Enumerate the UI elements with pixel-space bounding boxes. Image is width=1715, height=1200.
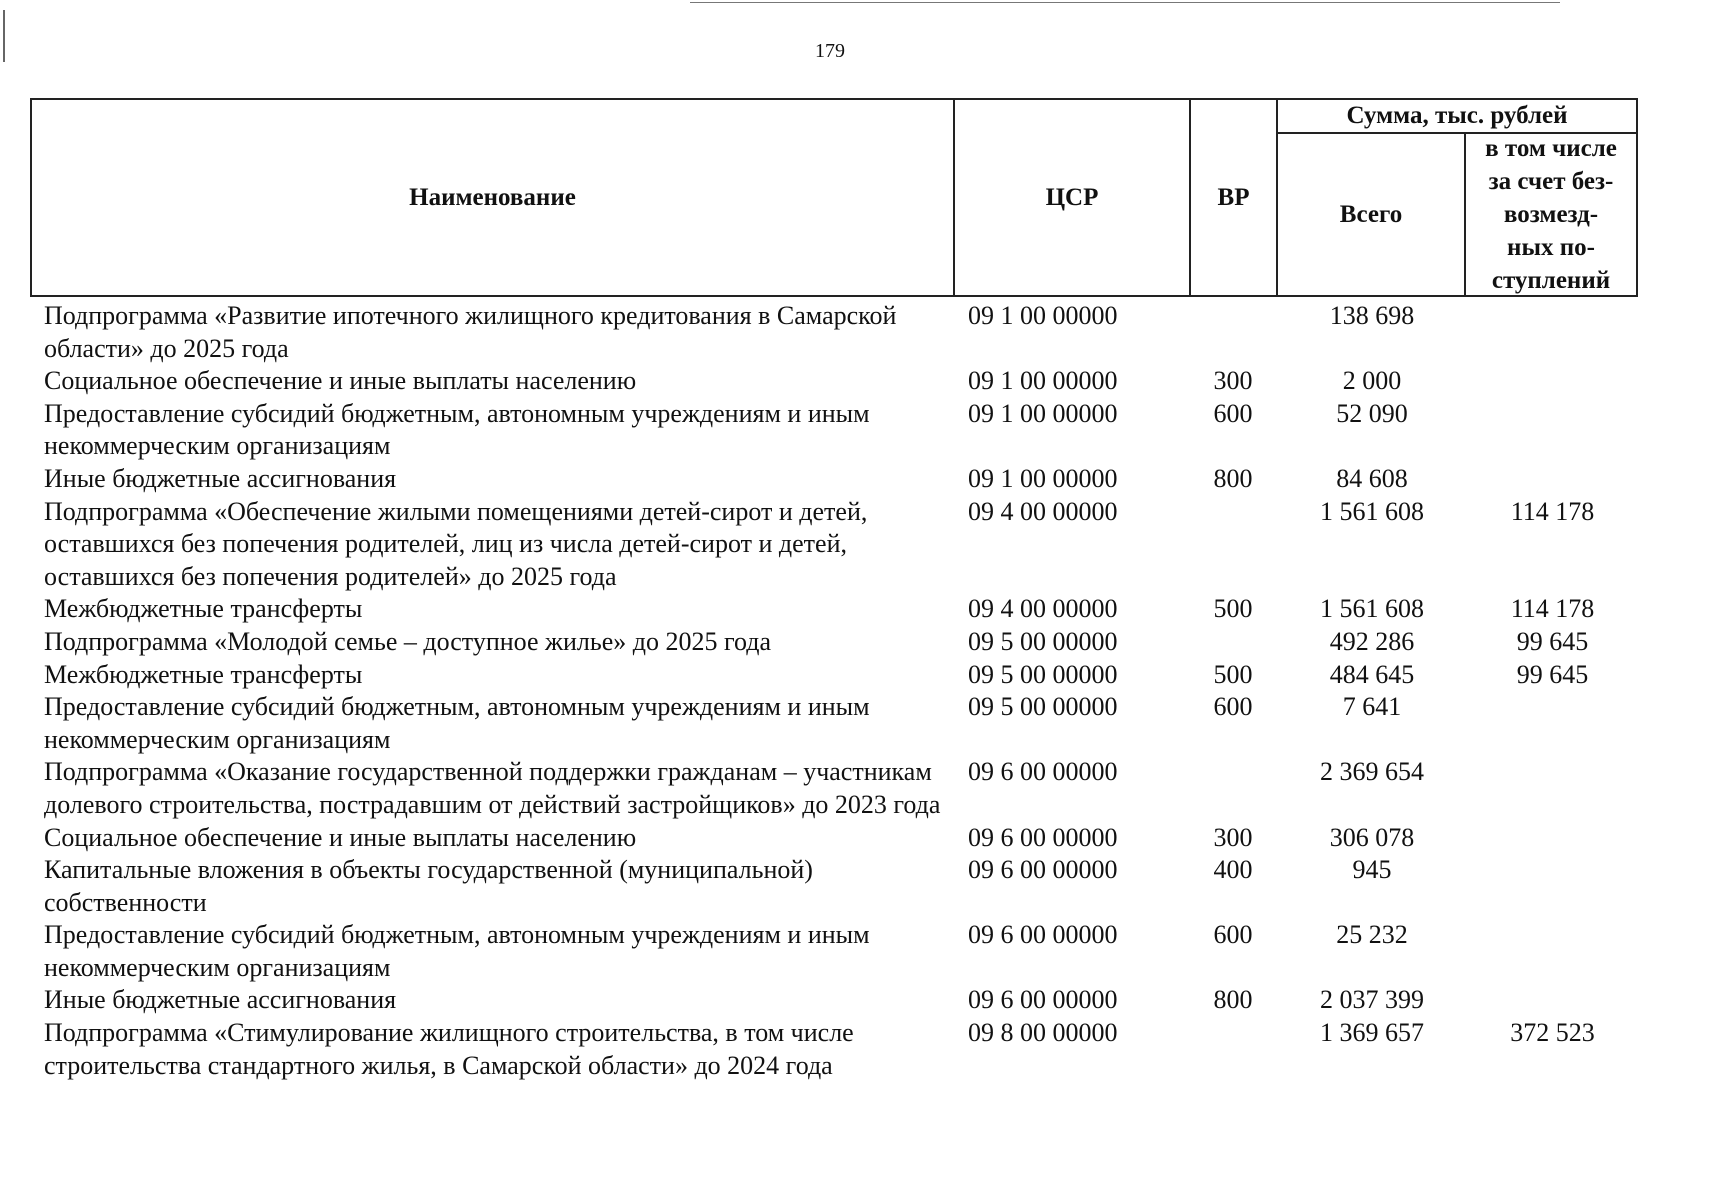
row-free — [1467, 984, 1638, 1017]
row-total: 84 608 — [1336, 463, 1408, 493]
row-total: 7 641 — [1342, 692, 1402, 722]
row-name: Иные бюджетные ассигнования — [44, 985, 397, 1015]
row-free: 372 523 — [1510, 1018, 1595, 1048]
table-row — [30, 854, 1638, 919]
row-vr: 600 — [1213, 920, 1253, 950]
table-row — [30, 300, 1638, 365]
row-vr — [1189, 626, 1277, 659]
table-row — [30, 496, 1638, 594]
row-free — [1467, 919, 1638, 984]
row-name: Иные бюджетные ассигнования — [44, 463, 397, 493]
table-row — [30, 691, 1638, 756]
row-csr: 09 6 00 00000 — [968, 920, 1118, 950]
header-sum-group: Сумма, тыс. рублей — [1346, 102, 1568, 129]
row-csr: 09 8 00 00000 — [968, 1018, 1118, 1048]
row-free: 114 178 — [1510, 496, 1595, 526]
row-csr: 09 6 00 00000 — [968, 822, 1118, 852]
row-name: Капитальные вложения в объекты государственной (муниципальной) собственности — [44, 855, 813, 917]
row-total: 484 645 — [1329, 659, 1415, 689]
row-vr: 500 — [1213, 659, 1253, 689]
scan-top-line — [690, 2, 1560, 3]
row-csr: 09 5 00 00000 — [968, 659, 1118, 689]
row-free — [1467, 300, 1638, 365]
table-row — [30, 919, 1638, 984]
row-csr: 09 1 00 00000 — [968, 301, 1118, 330]
row-vr — [1189, 756, 1277, 821]
row-csr: 09 4 00 00000 — [968, 594, 1118, 624]
row-vr — [1189, 496, 1277, 594]
row-total: 492 286 — [1329, 626, 1415, 656]
header-free-line: за счет без- — [1488, 168, 1614, 195]
row-total: 2 037 399 — [1320, 985, 1424, 1015]
row-csr: 09 6 00 00000 — [968, 985, 1118, 1015]
row-name: Предоставление субсидий бюджетным, автономным учреждениям и иным некоммерческим организациям — [44, 692, 870, 754]
header-free-line: возмезд- — [1503, 201, 1599, 228]
row-name: Межбюджетные трансферты — [44, 659, 363, 689]
row-total: 25 232 — [1336, 920, 1408, 950]
row-total: 1 561 608 — [1320, 496, 1424, 526]
header-total: Всего — [1339, 200, 1403, 228]
row-vr: 800 — [1213, 985, 1253, 1015]
row-vr — [1189, 1017, 1277, 1082]
row-name: Подпрограмма «Развитие ипотечного жилищного кредитования в Самарской области» до 2025 года — [44, 301, 897, 363]
table-row — [30, 659, 1638, 692]
row-csr: 09 6 00 00000 — [968, 855, 1118, 885]
row-total: 1 561 608 — [1320, 594, 1424, 624]
row-name: Подпрограмма «Стимулирование жилищного строительства, в том числе строительства стандартного жилья, в Самарской области» до 2024 года — [44, 1018, 854, 1080]
table-row — [30, 984, 1638, 1017]
row-total: 2 369 654 — [1320, 757, 1424, 787]
row-vr: 300 — [1213, 822, 1253, 852]
row-total: 306 078 — [1329, 822, 1415, 852]
scan-left-mark — [3, 10, 5, 62]
row-free: 99 645 — [1516, 626, 1589, 656]
row-name: Предоставление субсидий бюджетным, автономным учреждениям и иным некоммерческим организациям — [44, 398, 870, 461]
row-vr — [1189, 300, 1277, 365]
row-free — [1467, 398, 1638, 463]
row-total: 2 000 — [1342, 366, 1402, 396]
row-free — [1467, 691, 1638, 756]
table-row — [30, 1017, 1638, 1082]
page-number: 179 — [815, 40, 845, 62]
row-name: Предоставление субсидий бюджетным, автономным учреждениям и иным некоммерческим организациям — [44, 920, 870, 982]
row-csr: 09 1 00 00000 — [968, 366, 1118, 396]
header-free-of-charge — [1464, 132, 1638, 297]
row-total: 138 698 — [1329, 301, 1415, 330]
header-free-line: ных по- — [1507, 234, 1595, 261]
row-name: Социальное обеспечение и иные выплаты населению — [44, 366, 637, 396]
row-vr: 300 — [1213, 366, 1253, 396]
table-header — [30, 98, 1638, 297]
header-vr: ВР — [1217, 183, 1250, 211]
row-free: 114 178 — [1510, 594, 1595, 624]
row-name: Подпрограмма «Обеспечение жилыми помещениями детей-сирот и детей, оставшихся без попечения родителей, лиц из числа детей-сирот и детей, оставшихся без попечения родителей» до 2025 года — [44, 496, 868, 591]
header-free-line: в том числе — [1485, 135, 1617, 162]
row-csr: 09 4 00 00000 — [968, 496, 1118, 526]
row-csr: 09 1 00 00000 — [968, 463, 1118, 493]
row-csr: 09 5 00 00000 — [968, 692, 1118, 722]
table-row — [30, 593, 1638, 626]
row-name: Подпрограмма «Молодой семье – доступное жилье» до 2025 года — [44, 626, 772, 656]
table-row — [30, 365, 1638, 398]
header-name: Наименование — [409, 183, 576, 211]
row-total: 945 — [1352, 855, 1392, 885]
table-row — [30, 756, 1638, 821]
row-total: 1 369 657 — [1320, 1018, 1424, 1048]
row-vr: 600 — [1213, 692, 1253, 722]
row-csr: 09 5 00 00000 — [968, 626, 1118, 656]
row-vr: 400 — [1213, 855, 1253, 885]
row-vr: 600 — [1213, 398, 1253, 428]
row-name: Межбюджетные трансферты — [44, 594, 363, 624]
row-csr: 09 1 00 00000 — [968, 398, 1118, 428]
row-free: 99 645 — [1516, 659, 1589, 689]
row-name: Социальное обеспечение и иные выплаты населению — [44, 822, 637, 852]
row-csr: 09 6 00 00000 — [968, 757, 1118, 787]
table-row — [30, 463, 1638, 496]
table-row — [30, 822, 1638, 855]
row-name: Подпрограмма «Оказание государственной поддержки гражданам – участникам долевого строительства, пострадавшим от действий застройщиков» до 2023 года — [44, 757, 941, 819]
row-vr: 800 — [1213, 463, 1253, 493]
row-free — [1467, 365, 1638, 398]
row-total: 52 090 — [1336, 398, 1408, 428]
row-free — [1467, 854, 1638, 919]
row-free — [1467, 463, 1638, 496]
row-free — [1467, 822, 1638, 855]
header-csr: ЦСР — [1045, 183, 1099, 211]
table-row — [30, 626, 1638, 659]
table-row — [30, 398, 1638, 463]
header-free-line: ступлений — [1491, 267, 1611, 294]
table-body — [30, 300, 1638, 1082]
row-free — [1467, 756, 1638, 821]
row-vr: 500 — [1213, 594, 1253, 624]
